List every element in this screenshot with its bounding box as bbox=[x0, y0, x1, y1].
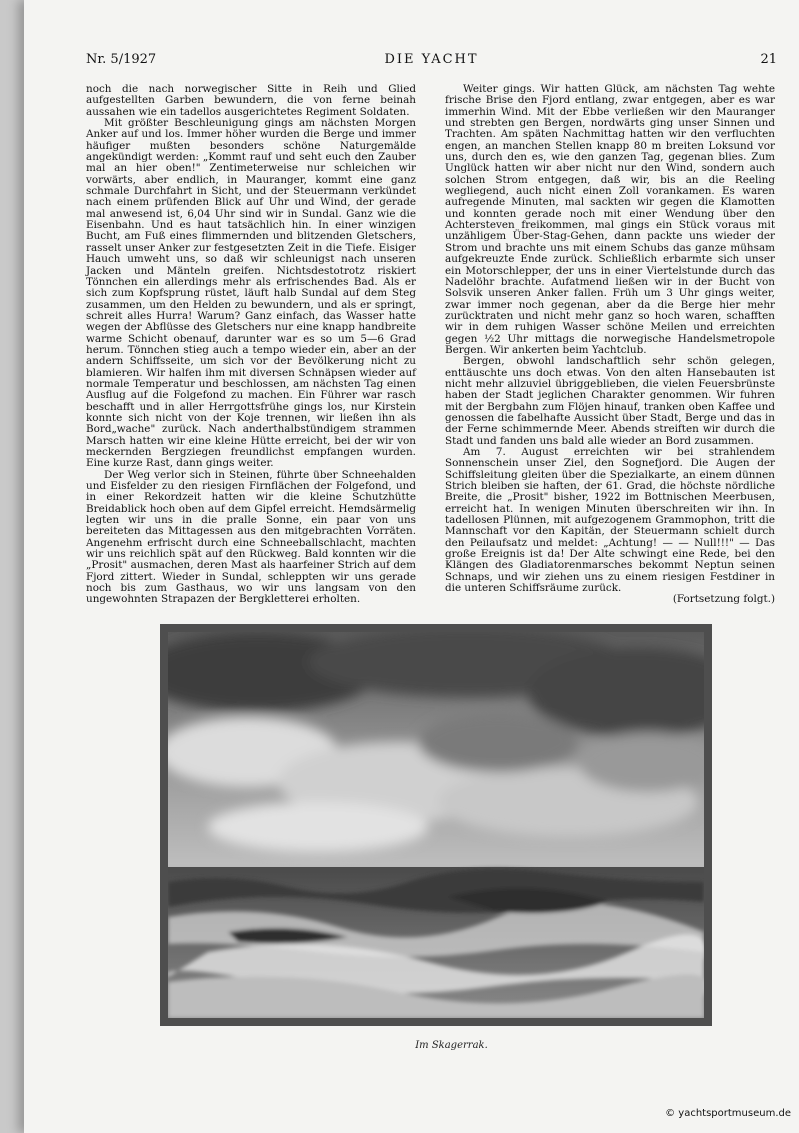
left-text-column bbox=[86, 84, 416, 606]
paragraph: Weiter gings. Wir hatten Glück, am nächsten Tag wehte frische Brise den Fjord entlang, zwar entgegen, aber es war immerhin Wind. Mit der Ebbe verließen wir den Mauranger und strebten gen Bergen, nordwärts ging unser Sinnen und Trachten. Am späten Nachmittag hatten wir den verfluchten engen, an manchen Stellen knapp 80 m breiten Loksund vor uns, durch den es, wie den ganzen Tag, gegenan blies. Zum Unglück hatten wir aber nicht nur den Wind, sondern auch solchen Strom entgegen, daß wir, bis an die Reeling wegliegend, auch nicht einen Zoll vorankamen. Es waren aufregende Minuten, mal sackten wir gegen die Klamotten und konnten gerade noch mit einer Wendung über den Achtersteven freikommen, mal gings ein Stück voraus mit unzähligem Über-Stag-Gehen, dann packte uns wieder der Strom und brachte uns mit einem Schubs das ganze mühsam aufgekreuzte Ende zurück. Schließlich erbarmte sich unser ein Motorschlepper, der uns in einer Viertelstunde durch das Nadelöhr brachte. Aufatmend ließen wir in der Bucht von Solsvik unseren Anker fallen. Früh um 3 Uhr gings weiter, zwar immer noch gegenan, aber da die Berge hier mehr zurücktraten und nicht mehr ganz so hoch waren, schafften wir in dem ruhigen Wasser schöne Meilen und erreichten gegen ½2 Uhr mittags die norwegische Handelsmetropole Bergen. Wir ankerten beim Yachtclub. bbox=[445, 83, 775, 356]
issue-number: Nr. 5/1927 bbox=[86, 52, 157, 67]
paragraph: Der Weg verlor sich in Steinen, führte über Schneehalden und Eisfelder zu den riesigen Firnflächen der Folgefond, und in einer Rekordzeit hatten wir die kleine Schutzhütte Breidablick hoch oben auf dem Gipfel erreicht. Hemdsärmelig legten wir uns in die pralle Sonne, ein paar von uns bereiteten das Mittagessen aus den mitgebrachten Vorräten. Angenehm erfrischt durch eine Schneeballschlacht, machten wir uns reichlich spät auf den Rückweg. Bald konnten wir die „Prosit" ausmachen, deren Mast als haarfeiner Strich auf dem Fjord zittert. Wieder in Sundal, schleppten wir uns gerade noch bis zum Gasthaus, wo wir uns langsam von den ungewohnten Strapazen der Bergkletterei erholten. bbox=[86, 468, 416, 606]
paragraph: Am 7. August erreichten wir bei strahlendem Sonnenschein unser Ziel, den Sognefjord. Die Augen der Schiffsleitung gleiten über die Spezialkarte, an einem dünnen Strich bleiben sie haften, der 61. Grad, die höchste nördliche Breite, die „Prosit" bisher, 1922 im Bottnischen Meerbusen, erreicht hat. In wenigen Minuten überschreiten wir ihn. In tadellosen Plünnen, mit aufgezogenem Grammophon, tritt die Mannschaft vor den Kapitän, der Steuermann schielt durch den Peilaufsatz und meldet: „Achtung! — — Null!!!" — Das große Ereignis ist da! Der Alte schwingt eine Rede, bei den Klängen des Gladiatorenmarsches bekommt Neptun seinen Schnaps, und wir ziehen uns zu einem riesigen Festdiner in die unteren Schiffsräume zurück. bbox=[445, 446, 775, 595]
seascape-photo bbox=[160, 624, 712, 1026]
paragraph: noch die nach norwegischer Sitte in Reih und Glied aufgestellten Garben bewundern, die von ferne beinah aussahen wie ein tadellos ausgerichtetes Regiment Soldaten. bbox=[86, 83, 416, 118]
paragraph: Mit größter Beschleunigung gings am nächsten Morgen Anker auf und los. Immer höher wurden die Berge und immer häufiger mußten besonders schöne Naturgemälde angekündigt werden: „Kommt rauf und seht euch den Zauber mal an hier oben!" Zentimeterweise nur schleichen wir vorwärts, aber endlich, in Mauranger, kommt eine ganz schmale Durchfahrt in Sicht, und der Steuermann verkündet nach einem prüfenden Blick auf Uhr und Wind, der gerade mal anwesend ist, 6,04 Uhr sind wir in Sundal. Ganz wie die Eisenbahn. Und es haut tatsächlich hin. In einer winzigen Bucht, am Fuß eines flimmernden und blitzenden Gletschers, rasselt unser Anker zur festgesetzten Zeit in die Tiefe. Eisiger Hauch umweht uns, so daß wir schleunigst nach unseren Jacken und Mänteln greifen. Nichtsdestotrotz riskiert Tönnchen ein allerdings mehr als erfrischendes Bad. Als er sich zum Kopfsprung rüstet, läuft halb Sundal auf dem Steg zusammen, um den Helden zu bewundern, und als er springt, schreit alles Hurra! Warum? Ganz einfach, das Wasser hatte wegen der Abflüsse des Gletschers nur eine knapp handbreite warme Schicht obenauf, darunter war es so um 5—6 Grad herum. Tönnchen stieg auch a tempo wieder ein, aber an der andern Schiffsseite, um sich vor der Bevölkerung nicht zu blamieren. Wir halfen ihm mit diversen Schnäpsen wieder auf normale Temperatur und beschlossen, am nächsten Tag einen Ausflug auf die Folgefond zu machen. Ein Führer war rasch beschafft und in aller Herrgottsfrühe gings los, nur Kirstein konnte sich nicht von der Koje trennen, wir ließen ihn als Bord„wache" zurück. Nach anderthalbstündigem strammen Marsch hatten wir eine kleine Hütte erreicht, bei der wir von meckernden Bergziegen freundlichst empfangen wurden. Eine kurze Rast, dann gings weiter. bbox=[86, 117, 416, 470]
page-header bbox=[86, 52, 777, 70]
right-text-column bbox=[445, 84, 775, 606]
image-caption: Im Skagerrak. bbox=[415, 1040, 488, 1051]
magazine-title: DIE YACHT bbox=[384, 52, 479, 67]
page-number: 21 bbox=[760, 52, 777, 67]
sea-painting-image bbox=[168, 632, 704, 1018]
continuation-note: (Fortsetzung folgt.) bbox=[672, 593, 775, 606]
paragraph: Bergen, obwohl landschaftlich sehr schön gelegen, enttäuschte uns doch etwas. Von den alten Hansebauten ist nicht mehr allzuviel übriggeblieben, die vielen Feuersbrünste haben der Stadt jeglichen Charakter genommen. Wir fuhren mit der Bergbahn zum Flöjen hinauf, tranken oben Kaffee und genossen die fabelhafte Aussicht über Stadt, Berge und das in der Ferne schimmernde Meer. Abends streiften wir durch die Stadt und fanden uns bald alle wieder an Bord zusammen. bbox=[445, 355, 775, 447]
watermark: © yachtsportmuseum.de bbox=[665, 1108, 791, 1119]
magazine-page bbox=[24, 0, 799, 1133]
